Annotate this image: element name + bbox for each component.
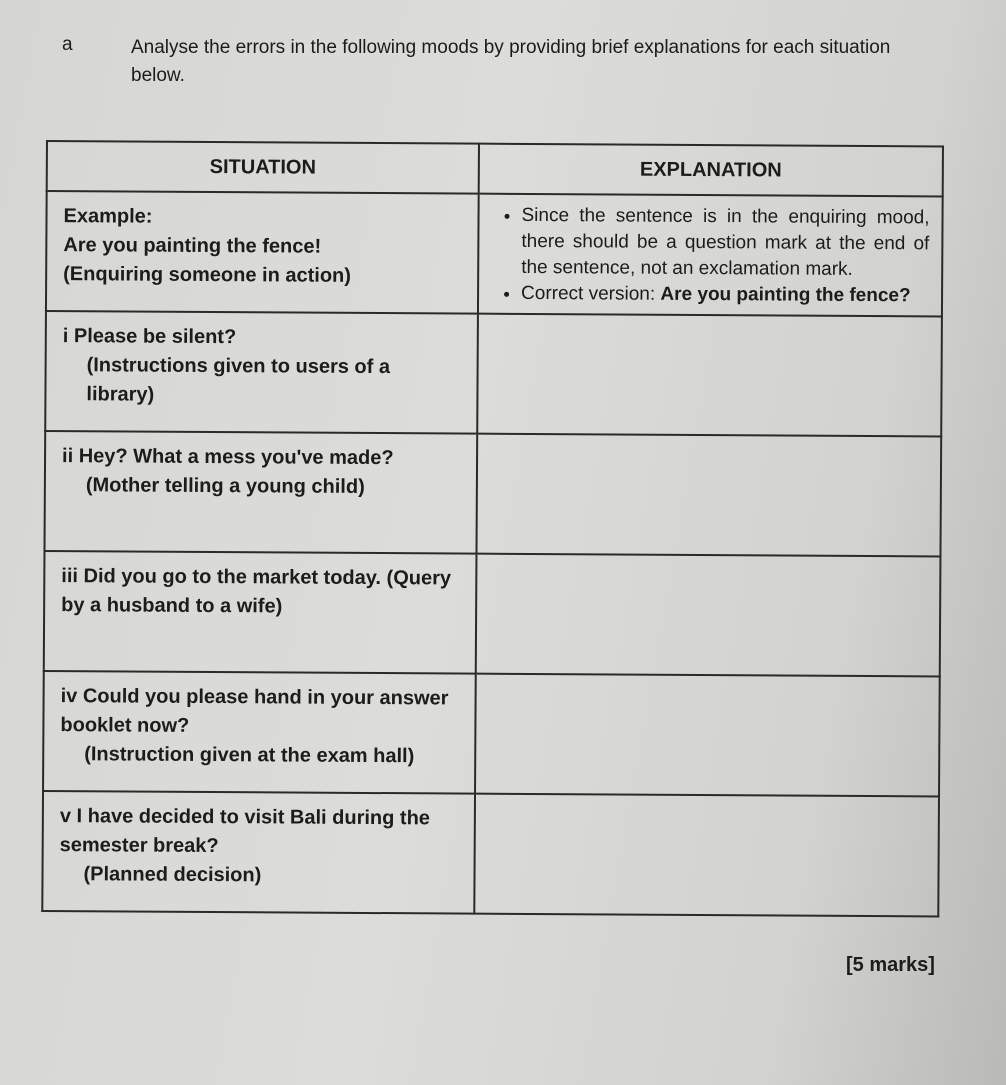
row-number: i: [62, 325, 69, 348]
explanation-answer-cell[interactable]: [474, 794, 939, 917]
table-row: [42, 791, 939, 916]
row-context: (Mother telling a young child): [85, 474, 365, 498]
row-sentence: I have decided to visit Bali during the semester break?: [59, 805, 431, 858]
example-situation: [46, 191, 479, 314]
question-letter: a: [62, 34, 73, 55]
row-number: iv: [60, 685, 78, 708]
header-explanation: EXPLANATION: [479, 144, 943, 197]
row-number: iii: [61, 565, 79, 588]
example-sentence: Are you painting the fence!: [63, 234, 322, 258]
example-explanation: [478, 194, 943, 317]
row-sentence: Could you please hand in your answer booklet now?: [60, 685, 449, 737]
table-row: [45, 311, 942, 436]
correct-version-bullet: [521, 281, 929, 309]
explanation-answer-cell[interactable]: [476, 434, 941, 557]
situation-cell: [44, 431, 477, 554]
example-row: [46, 191, 943, 316]
question-prompt: Analyse the errors in the following moods by providing brief explanations for each situation below.: [131, 37, 891, 86]
row-number: ii: [62, 445, 74, 468]
situation-cell: [43, 671, 476, 794]
row-context: (Planned decision): [83, 863, 262, 887]
table-row: [44, 431, 941, 556]
header-situation: SITUATION: [47, 141, 479, 194]
mood-errors-table: [41, 140, 944, 917]
explanation-answer-cell[interactable]: [477, 314, 942, 437]
row-context: (Instruction given at the exam hall): [84, 743, 415, 768]
table-header: [47, 141, 943, 196]
row-number: v: [59, 805, 72, 828]
explanation-bullet: • Since the sentence is in the enquiring mood, there should be a question mark at the end of the sentence, not an exclamation mark.: [521, 203, 929, 283]
table-row: [43, 671, 940, 796]
row-sentence: Please be silent?: [73, 325, 237, 349]
correct-prefix: Correct version:: [521, 282, 661, 305]
example-context: (Enquiring someone in action): [63, 263, 352, 287]
marks-label: [5 marks]: [846, 954, 935, 976]
row-context: (Query by a husband to a wife): [61, 567, 452, 618]
row-sentence: Did you go to the market today.: [83, 565, 382, 590]
explanation-answer-cell[interactable]: [476, 554, 941, 677]
row-sentence: Hey? What a mess you've made?: [78, 445, 394, 470]
situation-cell: [44, 551, 477, 674]
correct-sentence: Are you painting the fence?: [660, 283, 911, 307]
table-row: [44, 551, 941, 676]
row-context: (Instructions given to users of a library): [86, 354, 391, 406]
situation-cell: [42, 791, 475, 914]
example-label: Example:: [63, 205, 153, 228]
explanation-answer-cell[interactable]: [475, 674, 940, 797]
situation-cell: [45, 311, 478, 434]
